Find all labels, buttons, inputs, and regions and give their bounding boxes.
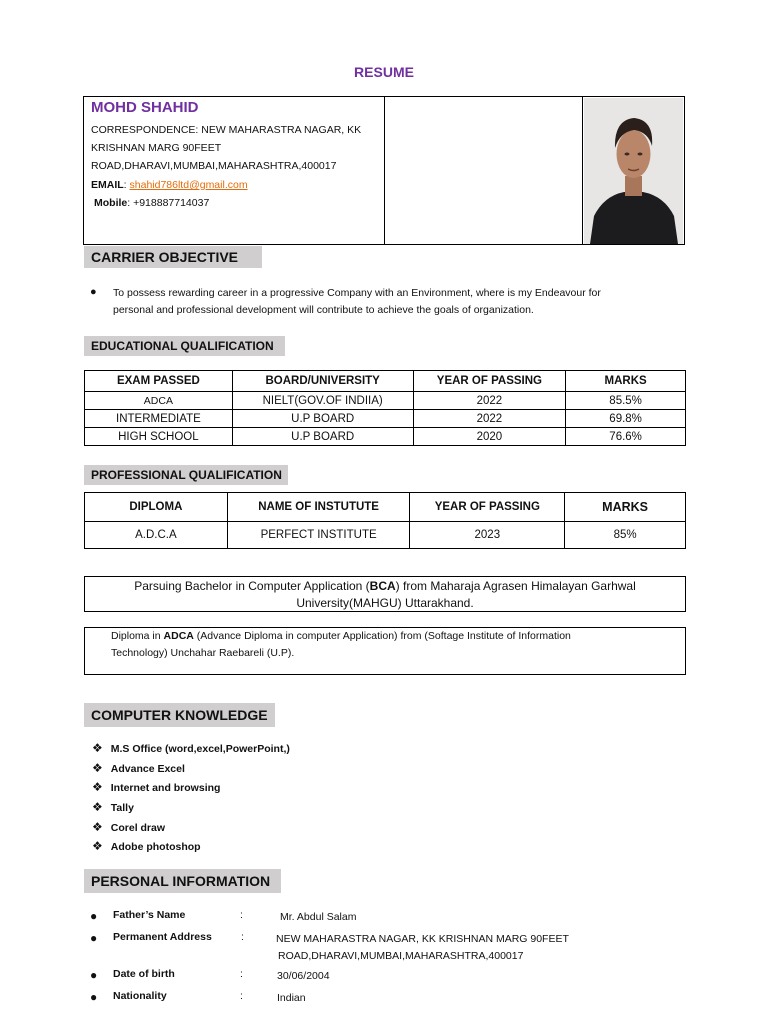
adca-note-line [85, 628, 685, 645]
personal-row-address [0, 931, 768, 967]
candidate-name: MOHD SHAHID [91, 99, 199, 116]
page-title: RESUME [354, 64, 414, 80]
table-header: NAME OF INSTUTUTE [227, 493, 410, 522]
diamond-bullet-icon: ❖ [92, 741, 103, 755]
bullet-icon: ● [90, 909, 98, 923]
father-name-label: Father’s Name [113, 909, 186, 921]
bca-note-line [85, 578, 685, 595]
table-cell: PERFECT INSTITUTE [227, 522, 410, 549]
mobile-number: : +918887714037 [127, 197, 210, 209]
diamond-bullet-icon: ❖ [92, 839, 103, 854]
email-row: EMAIL: shahid786ltd@gmail.com [91, 179, 248, 191]
mobile-row [94, 194, 209, 213]
adca-note-line: Technology) Unchahar Raebareli (U.P). [111, 647, 295, 659]
table-cell: 85.5% [566, 392, 686, 410]
table-cell: 2023 [410, 522, 565, 549]
father-name-value: Mr. Abdul Salam [280, 911, 357, 923]
table-cell: 2020 [413, 428, 566, 446]
colon: : [240, 968, 243, 980]
table-cell: 76.6% [566, 428, 686, 446]
colon: : [241, 931, 244, 943]
adca-text: (Advance Diploma in computer Application) from (Softage Institute of Information [193, 630, 571, 642]
table-cell: INTERMEDIATE [85, 410, 233, 428]
table-cell: U.P BOARD [232, 410, 413, 428]
table-cell: 85% [565, 522, 686, 549]
email-label: EMAIL [91, 179, 124, 191]
header-divider [582, 97, 583, 244]
adca-note-box [84, 627, 686, 675]
permanent-address-value [276, 931, 569, 965]
table-header: YEAR OF PASSING [413, 371, 566, 392]
address-value-line: ROAD,DHARAVI,MUMBAI,MAHARASHTRA,400017 [278, 950, 524, 962]
professional-heading: PROFESSIONAL QUALIFICATION [84, 465, 288, 485]
bca-text: Parsuing Bachelor in Computer Application ( [134, 579, 370, 593]
professional-table [84, 492, 686, 549]
diamond-bullet-icon: ❖ [92, 760, 103, 775]
table-cell: A.D.C.A [85, 522, 228, 549]
table-cell: 69.8% [566, 410, 686, 428]
bullet-icon: ● [90, 968, 98, 982]
list-item: ❖ Adobe photoshop [92, 839, 201, 854]
table-cell: ADCA [85, 392, 233, 410]
list-item: ❖ Tally [92, 800, 134, 815]
personal-row-father [0, 909, 768, 927]
table-row [85, 428, 686, 446]
table-header: BOARD/UNIVERSITY [232, 371, 413, 392]
bullet-icon: ● [90, 931, 98, 945]
table-header: MARKS [565, 493, 686, 522]
objective-heading: CARRIER OBJECTIVE [84, 246, 262, 268]
list-item: ❖ Corel draw [92, 819, 166, 834]
personal-heading: PERSONAL INFORMATION [84, 869, 281, 893]
header-divider [384, 97, 385, 244]
permanent-address-label: Permanent Address [113, 931, 212, 943]
objective-text-line: personal and professional development will contribute to achieve the goals of organization. [113, 304, 534, 316]
dob-label: Date of birth [113, 968, 175, 980]
table-row [85, 522, 686, 549]
diamond-bullet-icon: ❖ [92, 800, 103, 815]
table-header: DIPLOMA [85, 493, 228, 522]
table-cell: 2022 [413, 410, 566, 428]
diamond-bullet-icon: ❖ [92, 819, 103, 834]
skills-list [92, 739, 290, 857]
address-value-line: NEW MAHARASTRA NAGAR, KK KRISHNAN MARG 90FEET [276, 933, 569, 945]
education-table [84, 370, 686, 446]
table-cell: NIELT(GOV.OF INDIIA) [232, 392, 413, 410]
colon: : [240, 909, 243, 921]
adca-bold-text: ADCA [163, 630, 194, 642]
address-line: CORRESPONDENCE: NEW MAHARASTRA NAGAR, KK [91, 124, 362, 136]
table-header-row [85, 371, 686, 392]
personal-row-dob [0, 968, 768, 986]
table-header-row [85, 493, 686, 522]
bca-note-line: University(MAHGU) Uttarakhand. [296, 596, 474, 610]
education-heading: EDUCATIONAL QUALIFICATION [84, 336, 285, 356]
diamond-bullet-icon: ❖ [92, 780, 103, 795]
adca-text: Diploma in [111, 630, 164, 642]
list-item: ❖ M.S Office (word,excel,PowerPoint,) [92, 741, 290, 755]
list-item: ❖ Advance Excel [92, 760, 185, 775]
table-header: EXAM PASSED [85, 371, 233, 392]
nationality-label: Nationality [113, 990, 167, 1002]
bca-note-box [84, 576, 686, 612]
personal-row-nationality [0, 990, 768, 1008]
table-header: YEAR OF PASSING [410, 493, 565, 522]
address-line: ROAD,DHARAVI,MUMBAI,MAHARASHTRA,400017 [91, 160, 337, 172]
colon: : [240, 990, 243, 1002]
dob-value: 30/06/2004 [277, 970, 330, 982]
computer-heading: COMPUTER KNOWLEDGE [84, 703, 275, 727]
table-cell: 2022 [413, 392, 566, 410]
objective-text-line: To possess rewarding career in a progressive Company with an Environment, where is my Endeavour for [113, 287, 601, 299]
bca-bold-text: BCA [369, 579, 396, 593]
table-cell: HIGH SCHOOL [85, 428, 233, 446]
table-row [85, 392, 686, 410]
bullet-icon: ● [90, 286, 97, 298]
nationality-value: Indian [277, 992, 306, 1004]
bullet-icon: ● [90, 990, 98, 1004]
bca-text: ) from Maharaja Agrasen Himalayan Garhwal [395, 579, 636, 593]
address-line: KRISHNAN MARG 90FEET [91, 142, 222, 154]
table-header: MARKS [566, 371, 686, 392]
table-row [85, 410, 686, 428]
email-link[interactable]: shahid786ltd@gmail.com [129, 179, 248, 191]
profile-photo-figure [584, 98, 683, 244]
table-cell: U.P BOARD [232, 428, 413, 446]
list-item: ❖ Internet and browsing [92, 780, 221, 795]
mobile-label: Mobile [94, 197, 128, 209]
profile-photo [584, 98, 683, 244]
